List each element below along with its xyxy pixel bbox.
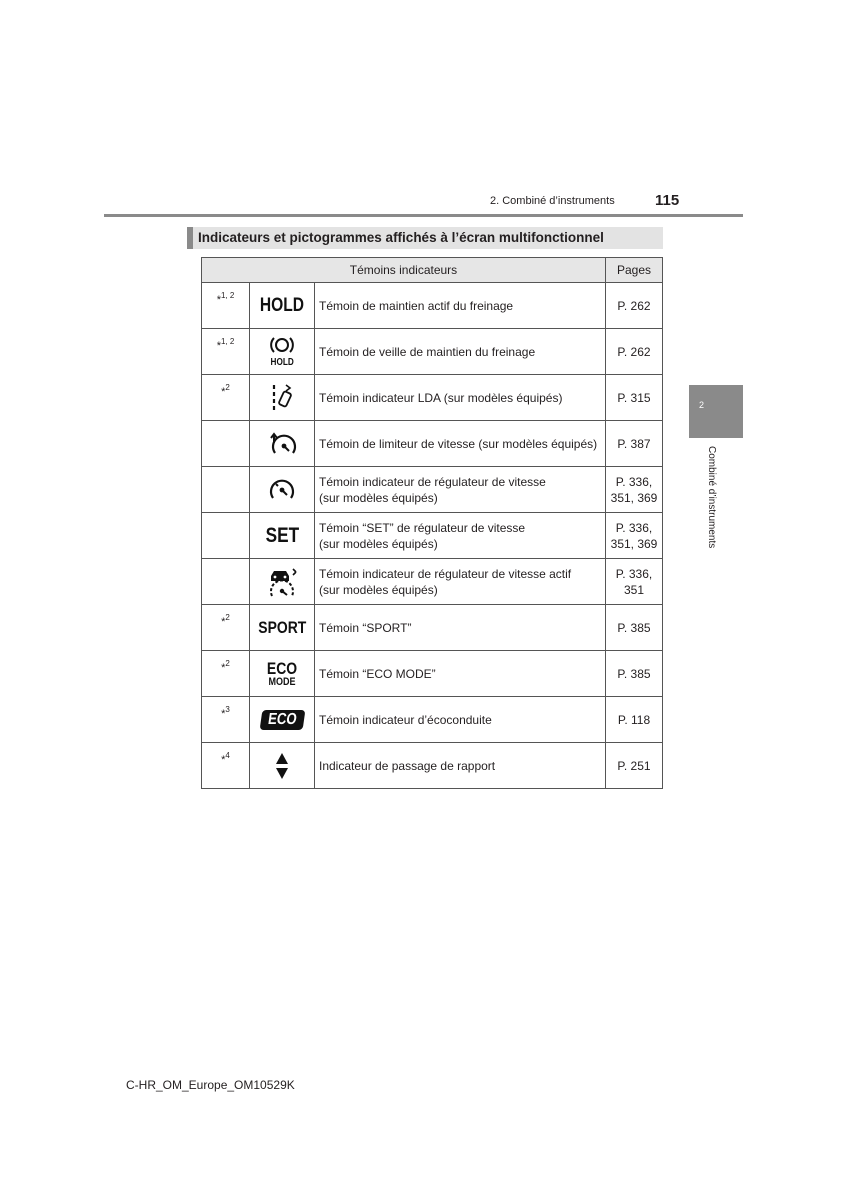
hold-text-icon: HOLD [259,294,305,316]
description-cell [315,743,606,789]
eco-badge-icon [259,710,304,730]
cruise-control-icon [267,477,297,503]
page-cell [606,283,663,329]
side-tab [689,385,743,438]
header-indicators: Témoins indicateurs [202,258,606,283]
page-cell [606,605,663,651]
note-ref: 1, 2 [220,337,235,346]
note-mark: * [221,385,226,398]
description-cell [315,329,606,375]
page-cell [606,329,663,375]
description-cell [315,697,606,743]
description-line: Témoin indicateur d’écoconduite [319,712,492,727]
speed-limiter-icon [265,429,299,459]
description-cell [315,559,606,605]
page-cell [606,467,663,513]
note-ref: 3 [225,705,230,714]
table-row [202,743,663,789]
note-cell [202,743,250,789]
description-line: (sur modèles équipés) [319,582,438,597]
note-cell [202,513,250,559]
table-row [202,605,663,651]
note-mark: * [221,615,226,628]
description-line: Témoin “SET” de régulateur de vitesse [319,520,526,535]
table-row [202,329,663,375]
lda-lane-icon [269,382,295,414]
page-ref: P. 251 [617,758,651,773]
table-row [202,697,663,743]
page-cell [606,513,663,559]
page-ref: P. 336, [615,520,653,535]
header-rule [104,214,743,217]
brake-hold-standby-icon [250,335,314,368]
set-text-icon: SET [265,523,299,547]
side-tab-label: Combiné d’instruments [706,446,717,549]
table-row [202,421,663,467]
table-row [202,283,663,329]
icon-cell [250,651,315,697]
table-row [202,559,663,605]
hold-small-label: HOLD [270,357,294,368]
description-line: Témoin “SPORT” [319,620,412,635]
page-number: 115 [655,192,680,209]
description-line: Indicateur de passage de rapport [319,758,496,773]
page-ref: P. 118 [617,712,651,727]
section-title: Indicateurs et pictogrammes affichés à l’écran multifonctionnel [198,230,604,245]
note-cell [202,605,250,651]
table-row [202,375,663,421]
description-line: Témoin de veille de maintien du freinage [319,344,536,359]
icon-cell [250,605,315,651]
note-mark: * [221,661,226,674]
footer-doc-code: C-HR_OM_Europe_OM10529K [126,1078,295,1092]
shift-indicator-icon [274,750,290,782]
page-ref: P. 262 [617,298,651,313]
description-cell [315,283,606,329]
note-cell [202,329,250,375]
icon-cell [250,329,315,375]
description-line: Témoin de maintien actif du freinage [319,298,514,313]
description-cell [315,467,606,513]
note-cell [202,697,250,743]
note-ref: 1, 2 [220,291,235,300]
page-ref: P. 385 [617,620,651,635]
table-header-row [202,258,663,283]
note-cell [202,559,250,605]
description-line: Témoin de limiteur de vitesse (sur modèles équipés) [319,436,598,451]
note-ref: 2 [225,383,230,392]
description-cell [315,375,606,421]
page-cell [606,697,663,743]
page-ref: 351, 369 [610,490,658,505]
page-ref: P. 262 [617,344,651,359]
description-line: Témoin indicateur de régulateur de vitesse [319,474,546,489]
section-title-bar [187,227,663,249]
page-ref: 351, 369 [610,536,658,551]
page-ref: P. 385 [617,666,651,681]
description-cell [315,605,606,651]
page-cell [606,375,663,421]
eco-badge-label: ECO [266,710,298,728]
icon-cell [250,559,315,605]
sport-text-icon: SPORT [257,617,307,637]
chapter-heading: 2. Combiné d’instruments [490,195,615,207]
page-cell [606,651,663,697]
note-cell [202,375,250,421]
table-row [202,513,663,559]
description-line: Témoin indicateur LDA (sur modèles équipés) [319,390,563,405]
page-ref: P. 336, [615,474,653,489]
note-mark: * [216,293,221,306]
page-cell [606,421,663,467]
icon-cell [250,743,315,789]
icon-cell [250,421,315,467]
note-cell [202,467,250,513]
page-ref: P. 315 [617,390,651,405]
note-mark: * [221,707,226,720]
description-line: (sur modèles équipés) [319,536,438,551]
note-cell [202,283,250,329]
header-pages: Pages [606,258,663,283]
page-ref: P. 336, [615,566,653,581]
icon-cell [250,375,315,421]
note-cell [202,421,250,467]
table-row [202,467,663,513]
table-row [202,651,663,697]
icon-cell [250,697,315,743]
description-cell [315,421,606,467]
note-ref: 2 [225,613,230,622]
eco-mode-text-icon [250,660,314,688]
page-cell [606,559,663,605]
icon-cell [250,467,315,513]
side-tab-number: 2 [699,400,705,410]
note-mark: * [221,753,226,766]
icon-cell [250,513,315,559]
description-cell [315,513,606,559]
note-ref: 2 [225,659,230,668]
description-cell [315,651,606,697]
eco-label: ECO [266,658,298,678]
description-line: (sur modèles équipés) [319,490,438,505]
note-mark: * [216,339,221,352]
note-ref: 4 [225,751,230,760]
indicators-table [201,257,663,789]
page-cell [606,743,663,789]
active-cruise-control-icon [265,566,299,598]
note-cell [202,651,250,697]
page-ref: 351 [623,582,645,597]
mode-label: MODE [268,675,296,688]
page-ref: P. 387 [617,436,651,451]
description-line: Témoin indicateur de régulateur de vitesse actif [319,566,572,581]
description-line: Témoin “ECO MODE” [319,666,436,681]
icon-cell [250,283,315,329]
